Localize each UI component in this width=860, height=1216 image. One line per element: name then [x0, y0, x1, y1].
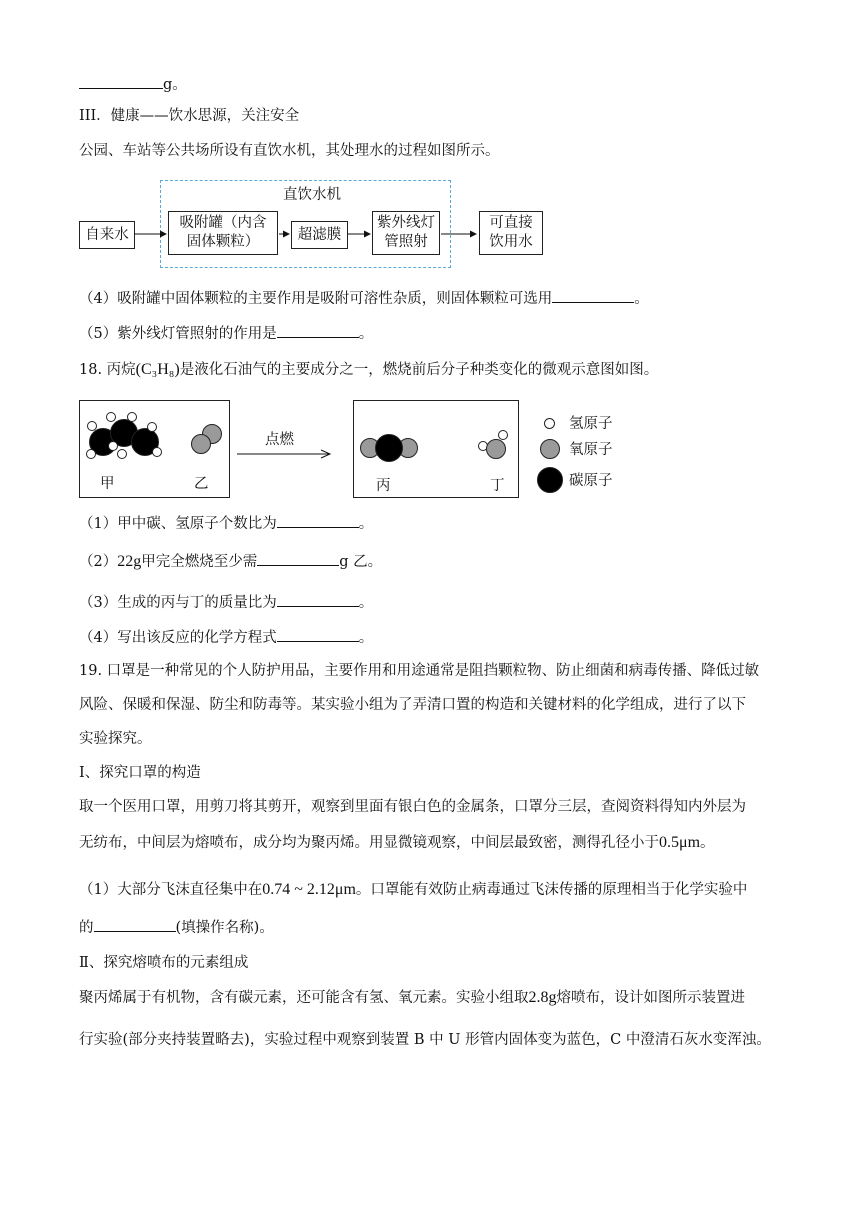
flow-output-box: 可直接饮用水: [479, 211, 543, 255]
carbon-atom: [375, 434, 403, 462]
label-ding: 丁: [490, 478, 505, 494]
question-4: （4）吸附罐中固体颗粒的主要作用是吸附可溶性杂质，则固体颗粒可选用 。: [79, 288, 649, 309]
label-jia: 甲: [100, 476, 115, 492]
legend-oxygen-icon: [540, 439, 560, 459]
intro-paragraph: 公园、车站等公共场所设有直饮水机，其处理水的过程如图所示。: [79, 143, 500, 159]
section-ii-paragraph-1: 聚丙烯属于有机物，含有碳元素，还可能含有氢、氧元素。实验小组取2.8g熔喷布，设计如图所示装置进: [79, 989, 745, 1006]
flow-input-box: 自来水: [79, 221, 135, 249]
flow-step-adsorption: 吸附罐（内含固体颗粒）: [168, 211, 278, 255]
hydrogen-atom: [498, 430, 508, 440]
flow-step-uv: 紫外线灯管照射: [372, 211, 440, 255]
hydrogen-atom: [108, 441, 118, 451]
machine-title: 直饮水机: [283, 187, 341, 203]
hydrogen-atom: [87, 421, 97, 431]
question-5: （5）紫外线灯管照射的作用是 。: [79, 323, 373, 344]
legend-oxygen-label: 氧原子: [569, 442, 613, 458]
label-bing: 丙: [376, 478, 391, 494]
question-18-4: （4）写出该反应的化学方程式 。: [79, 627, 373, 648]
section-3-title: III．健康——饮水思源，关注安全: [79, 108, 300, 124]
flow-arrows: [0, 0, 860, 300]
section-ii-title: Ⅱ、探究熔喷布的元素组成: [79, 955, 249, 971]
legend-hydrogen-label: 氢原子: [569, 416, 613, 432]
question-19-1: （1）大部分飞沫直径集中在0.74 ~ 2.12μm。口罩能有效防止病毒通过飞沫传播的原理相当于化学实验中: [79, 881, 748, 898]
question-18-3: （3）生成的丙与丁的质量比为 。: [79, 592, 373, 613]
question-19-line-3: 实验探究。: [79, 731, 152, 747]
section-i-paragraph-2: 无纺布，中间层为熔喷布，成分均为聚丙烯。用显微镜观察，中间层最致密，测得孔径小于0.5μm。: [79, 834, 715, 851]
hydrogen-atom: [117, 449, 127, 459]
answer-line-1: g。: [79, 74, 187, 95]
section-i-title: Ⅰ、探究口罩的构造: [79, 765, 201, 781]
arrow-label: 点燃: [265, 432, 294, 448]
question-18-2: （2）22g甲完全燃烧至少需 g 乙。: [79, 553, 383, 570]
question-18-stem: 18. 丙烷(C₃H₈)是液化石油气的主要成分之一，燃烧前后分子种类变化的微观示意图如图。: [79, 361, 659, 378]
section-i-paragraph-1: 取一个医用口罩，用剪刀将其剪开，观察到里面有银白色的金属条，口罩分三层，查阅资料得知内外层为: [79, 799, 746, 815]
legend-hydrogen-icon: [544, 418, 555, 429]
oxygen-atom: [191, 434, 211, 454]
question-19-line-1: 19. 口罩是一种常见的个人防护用品，主要作用和用途通常是阻挡颗粒物、防止细菌和病毒传播、降低过敏: [79, 663, 760, 679]
hydrogen-atom: [147, 422, 157, 432]
reaction-arrow: [235, 448, 335, 460]
section-ii-paragraph-2: 行实验(部分夹持装置略去)，实验过程中观察到装置 B 中 U 形管内固体变为蓝色，C 中澄清石灰水变浑浊。: [79, 1032, 771, 1048]
flow-step-ultrafiltration: 超滤膜: [291, 221, 348, 249]
oxygen-atom: [486, 439, 506, 459]
question-19-line-2: 风险、保暖和保湿、防尘和防毒等。某实验小组为了弄清口置的构造和关键材料的化学组成，进行了以下: [79, 697, 746, 713]
legend-carbon-icon: [537, 467, 563, 493]
label-yi: 乙: [194, 476, 209, 492]
hydrogen-atom: [127, 412, 137, 422]
question-18-1: （1）甲中碳、氢原子个数比为 。: [79, 513, 373, 534]
hydrogen-atom: [152, 447, 162, 457]
hydrogen-atom: [106, 412, 116, 422]
hydrogen-atom: [86, 449, 96, 459]
legend-carbon-label: 碳原子: [569, 473, 613, 489]
question-19-1-cont: 的 (填操作名称)。: [79, 917, 274, 938]
